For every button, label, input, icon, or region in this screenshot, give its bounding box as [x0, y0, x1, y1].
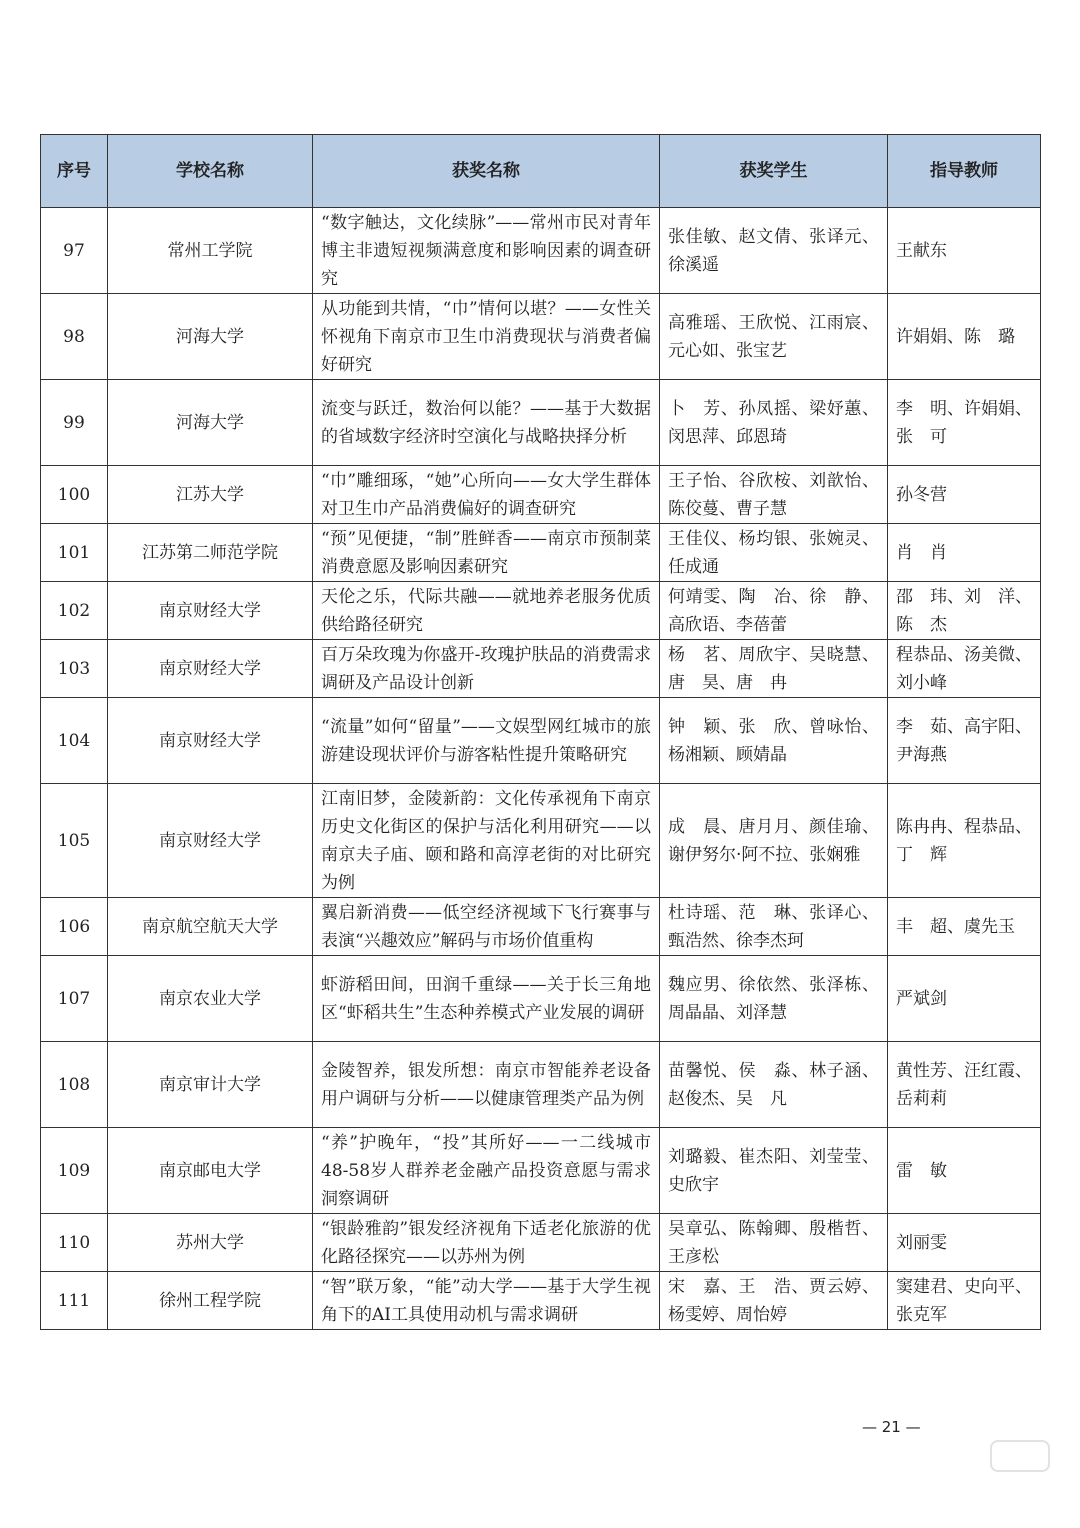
row-students: 钟 颖、张 欣、曾咏怡、杨湘颖、顾婧晶 — [660, 698, 888, 784]
row-teacher: 许娟娟、陈 璐 — [888, 294, 1041, 380]
row-num: 106 — [41, 898, 108, 956]
row-teacher: 程恭品、汤美微、刘小峰 — [888, 640, 1041, 698]
table-header-row — [41, 135, 1041, 208]
table-row — [41, 784, 1041, 898]
table-row — [41, 1128, 1041, 1214]
row-students: 吴章弘、陈翰卿、殷楷哲、王彦松 — [660, 1214, 888, 1272]
row-num: 109 — [41, 1128, 108, 1214]
row-num: 110 — [41, 1214, 108, 1272]
row-teacher: 窦建君、史向平、张克军 — [888, 1272, 1041, 1330]
row-num: 98 — [41, 294, 108, 380]
table-row — [41, 1042, 1041, 1128]
header-school: 学校名称 — [108, 135, 313, 208]
row-teacher: 刘丽雯 — [888, 1214, 1041, 1272]
row-students: 刘璐毅、崔杰阳、刘莹莹、史欣宇 — [660, 1128, 888, 1214]
row-title: 金陵智养，银发所想：南京市智能养老设备用户调研与分析——以健康管理类产品为例 — [313, 1042, 660, 1128]
row-title: “预”见便捷，“制”胜鲜香——南京市预制菜消费意愿及影响因素研究 — [313, 524, 660, 582]
row-num: 104 — [41, 698, 108, 784]
row-title: “巾”雕细琢，“她”心所向——女大学生群体对卫生巾产品消费偏好的调查研究 — [313, 466, 660, 524]
row-title: “银龄雅韵”银发经济视角下适老化旅游的优化路径探究——以苏州为例 — [313, 1214, 660, 1272]
header-teacher: 指导教师 — [888, 135, 1041, 208]
table-row — [41, 698, 1041, 784]
row-students: 杜诗瑶、范 琳、张译心、甄浩然、徐李杰珂 — [660, 898, 888, 956]
row-teacher: 黄性芳、汪红霞、岳莉莉 — [888, 1042, 1041, 1128]
table-row — [41, 294, 1041, 380]
row-teacher: 李 茹、高宇阳、尹海燕 — [888, 698, 1041, 784]
row-num: 100 — [41, 466, 108, 524]
row-students: 何靖雯、陶 冶、徐 静、高欣语、李蓓蕾 — [660, 582, 888, 640]
row-teacher: 王献东 — [888, 208, 1041, 294]
header-title: 获奖名称 — [313, 135, 660, 208]
row-school: 苏州大学 — [108, 1214, 313, 1272]
row-title: 虾游稻田间，田润千重绿——关于长三角地区“虾稻共生”生态种养模式产业发展的调研 — [313, 956, 660, 1042]
row-title: “数字触达，文化续脉”——常州市民对青年博主非遗短视频满意度和影响因素的调查研究 — [313, 208, 660, 294]
table-row — [41, 1272, 1041, 1330]
table-row — [41, 466, 1041, 524]
row-teacher: 李 明、许娟娟、张 可 — [888, 380, 1041, 466]
header-students: 获奖学生 — [660, 135, 888, 208]
row-teacher: 丰 超、虞先玉 — [888, 898, 1041, 956]
table-row — [41, 582, 1041, 640]
row-school: 河海大学 — [108, 380, 313, 466]
header-num: 序号 — [41, 135, 108, 208]
row-school: 南京审计大学 — [108, 1042, 313, 1128]
table-row — [41, 640, 1041, 698]
page-number: — 21 — — [862, 1418, 921, 1436]
row-students: 宋 嘉、王 浩、贾云婷、杨雯婷、周怡婷 — [660, 1272, 888, 1330]
row-school: 南京财经大学 — [108, 784, 313, 898]
row-title: “智”联万象，“能”动大学——基于大学生视角下的AI工具使用动机与需求调研 — [313, 1272, 660, 1330]
row-title: 从功能到共情，“巾”情何以堪？——女性关怀视角下南京市卫生巾消费现状与消费者偏好研究 — [313, 294, 660, 380]
row-students: 成 晨、唐月月、颜佳瑜、谢伊努尔·阿不拉、张娴雅 — [660, 784, 888, 898]
row-teacher: 孙冬营 — [888, 466, 1041, 524]
row-num: 103 — [41, 640, 108, 698]
row-school: 江苏第二师范学院 — [108, 524, 313, 582]
row-school: 南京邮电大学 — [108, 1128, 313, 1214]
row-school: 南京财经大学 — [108, 582, 313, 640]
row-school: 南京财经大学 — [108, 698, 313, 784]
table-row — [41, 208, 1041, 294]
row-school: 南京财经大学 — [108, 640, 313, 698]
row-teacher: 肖 肖 — [888, 524, 1041, 582]
row-school: 河海大学 — [108, 294, 313, 380]
row-num: 97 — [41, 208, 108, 294]
watermark-logo — [990, 1440, 1050, 1472]
row-students: 苗馨悦、侯 淼、林子涵、赵俊杰、吴 凡 — [660, 1042, 888, 1128]
row-school: 常州工学院 — [108, 208, 313, 294]
row-teacher: 邵 玮、刘 洋、陈 杰 — [888, 582, 1041, 640]
row-num: 105 — [41, 784, 108, 898]
row-title: “养”护晚年，“投”其所好——一二线城市48-58岁人群养老金融产品投资意愿与需求洞察调研 — [313, 1128, 660, 1214]
row-title: 天伦之乐，代际共融——就地养老服务优质供给路径研究 — [313, 582, 660, 640]
table-row — [41, 1214, 1041, 1272]
row-num: 99 — [41, 380, 108, 466]
row-students: 卜 芳、孙凤摇、梁妤蕙、闵思萍、邱恩琦 — [660, 380, 888, 466]
row-num: 102 — [41, 582, 108, 640]
row-num: 111 — [41, 1272, 108, 1330]
row-title: 翼启新消费——低空经济视域下飞行赛事与表演“兴趣效应”解码与市场价值重构 — [313, 898, 660, 956]
row-num: 101 — [41, 524, 108, 582]
row-students: 魏应男、徐依然、张泽栋、周晶晶、刘泽慧 — [660, 956, 888, 1042]
awards-table — [40, 134, 1041, 1330]
row-school: 江苏大学 — [108, 466, 313, 524]
row-students: 王佳仪、杨均银、张婉灵、任成通 — [660, 524, 888, 582]
row-school: 徐州工程学院 — [108, 1272, 313, 1330]
row-school: 南京航空航天大学 — [108, 898, 313, 956]
row-num: 108 — [41, 1042, 108, 1128]
table-row — [41, 524, 1041, 582]
row-title: 江南旧梦，金陵新韵：文化传承视角下南京历史文化街区的保护与活化利用研究——以南京夫子庙、颐和路和高淳老街的对比研究为例 — [313, 784, 660, 898]
row-teacher: 严斌剑 — [888, 956, 1041, 1042]
table-row — [41, 380, 1041, 466]
table-row — [41, 898, 1041, 956]
row-students: 高雅瑶、王欣悦、江雨宸、元心如、张宝艺 — [660, 294, 888, 380]
row-teacher: 雷 敏 — [888, 1128, 1041, 1214]
row-students: 杨 茗、周欣宇、吴晓慧、唐 昊、唐 冉 — [660, 640, 888, 698]
row-school: 南京农业大学 — [108, 956, 313, 1042]
row-title: “流量”如何“留量”——文娱型网红城市的旅游建设现状评价与游客粘性提升策略研究 — [313, 698, 660, 784]
row-title: 流变与跃迁，数治何以能？——基于大数据的省域数字经济时空演化与战略抉择分析 — [313, 380, 660, 466]
row-num: 107 — [41, 956, 108, 1042]
row-title: 百万朵玫瑰为你盛开-玫瑰护肤品的消费需求调研及产品设计创新 — [313, 640, 660, 698]
row-teacher: 陈冉冉、程恭品、丁 辉 — [888, 784, 1041, 898]
table-row — [41, 956, 1041, 1042]
row-students: 张佳敏、赵文倩、张译元、徐溪遥 — [660, 208, 888, 294]
row-students: 王子怡、谷欣桉、刘歆怡、陈佼蔓、曹子慧 — [660, 466, 888, 524]
